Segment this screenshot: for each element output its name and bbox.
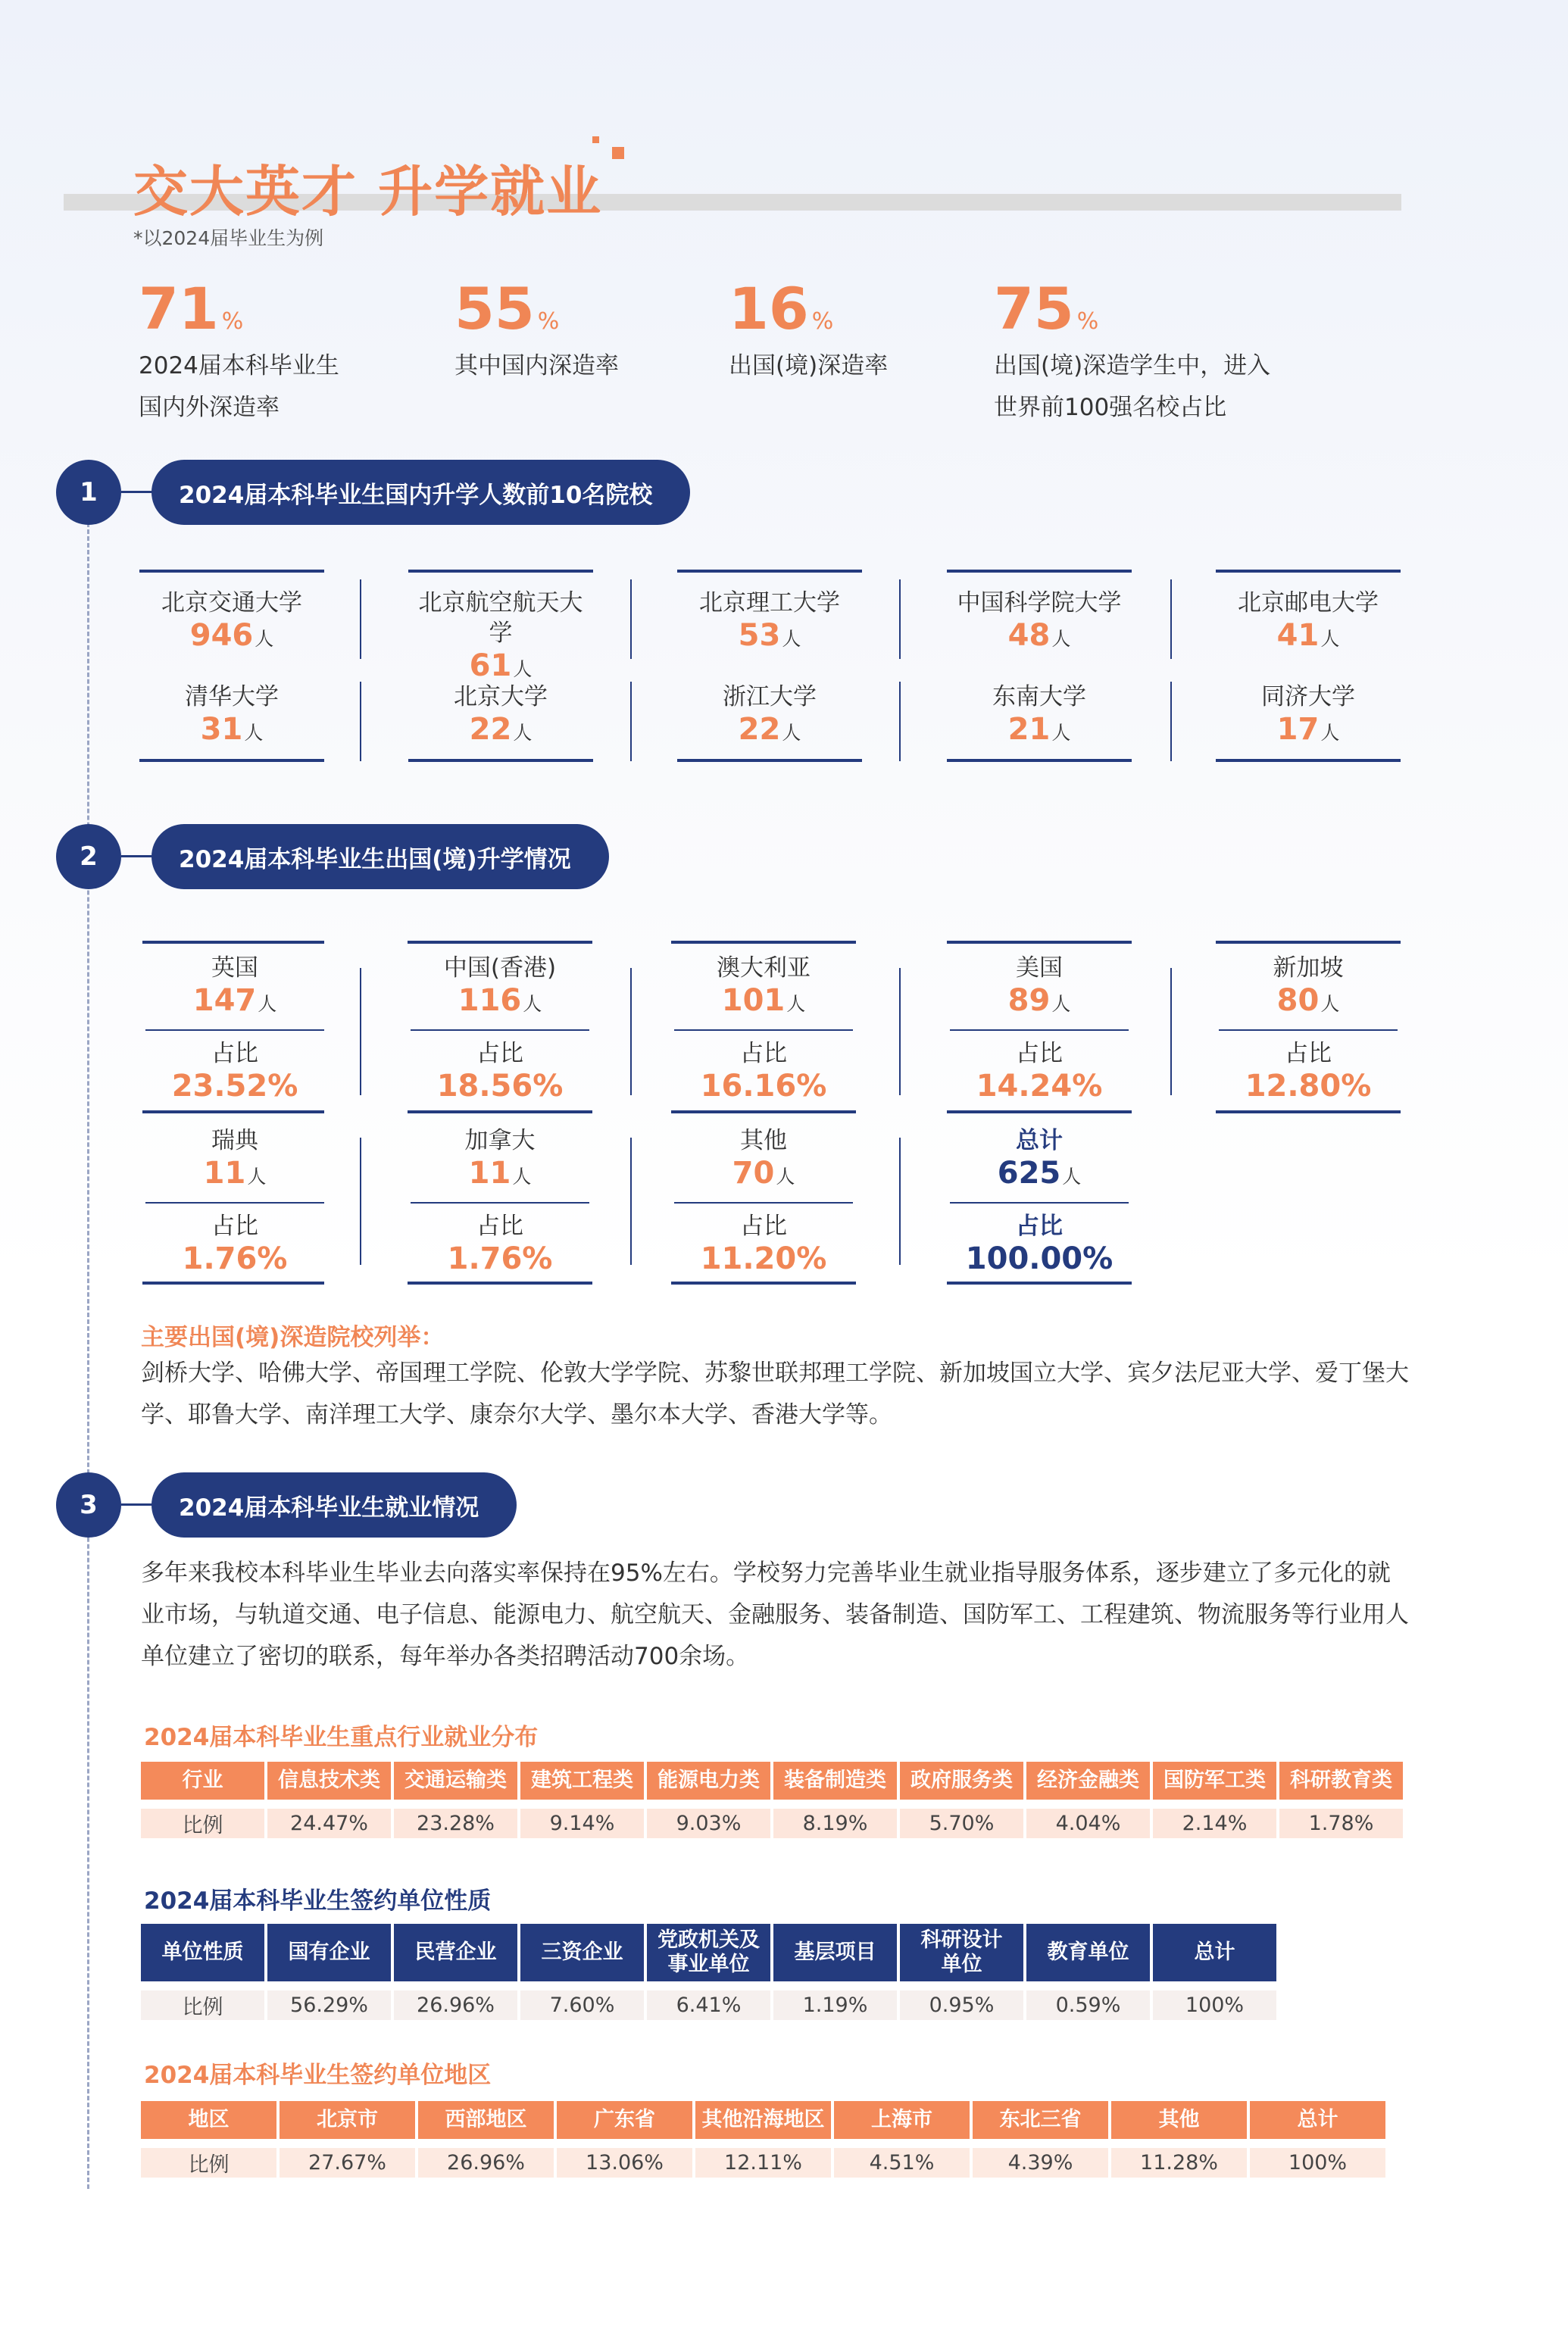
column-divider [360,1138,361,1265]
grid-bottom-line [947,1282,1132,1285]
country-count: 70 [732,1156,775,1191]
grid-top-line [947,941,1132,944]
column-divider [630,968,632,1095]
stat-unit: % [811,308,834,335]
value-cell: 比例 [141,2139,276,2178]
header-cell: 交通运输类 [394,1762,517,1800]
country-ratio: 12.80% [1245,1069,1372,1104]
country-ratio: 1.76% [182,1241,288,1276]
column-divider [899,682,901,761]
school-cell [408,570,593,687]
column-divider [899,579,901,659]
table-row [141,2139,1385,2178]
header-cell: 建筑工程类 [520,1762,644,1800]
value-cell: 11.28% [1111,2139,1247,2178]
header-cell: 广东省 [557,2101,692,2139]
column-divider [1170,579,1172,659]
stat-top100-rate [994,275,1271,429]
school-name: 北京大学 [454,683,548,710]
header-cell: 基层项目 [773,1924,897,1981]
country-name: 加拿大 [464,1127,536,1154]
table-header-row [141,1924,1276,1981]
country-cell [947,953,1132,1104]
header-cell: 信息技术类 [267,1762,391,1800]
ratio-label: 占比 [476,1213,523,1240]
region-table-title: 2024届本科毕业生签约单位地区 [144,2062,492,2089]
school-name: 清华大学 [185,683,279,710]
value-cell: 100% [1250,2139,1385,2178]
grid-bottom-line [671,1282,856,1285]
grid-top-line [142,941,324,944]
value-cell: 0.95% [900,1981,1023,2020]
country-name: 英国 [211,954,258,982]
country-cell [142,1126,327,1276]
grid-row-line [1216,1110,1401,1113]
industry-table-title: 2024届本科毕业生重点行业就业分布 [144,1724,539,1751]
section-connector [121,1503,155,1506]
header-cell: 经济金融类 [1026,1762,1150,1800]
school-name: 北京航空航天大学 [418,589,583,647]
header-cell: 行业 [141,1762,264,1800]
value-cell: 比例 [141,1981,264,2020]
value-cell: 27.67% [280,2139,415,2178]
unit-label: 人 [523,993,542,1015]
column-divider [360,579,361,659]
unit-label: 人 [786,993,806,1015]
section-title-pill: 2024届本科毕业生国内升学人数前10名院校 [151,460,690,525]
stat-unit: % [537,308,560,335]
value-cell: 26.96% [418,2139,554,2178]
grid-row-line [142,1110,324,1113]
total-ratio: 100.00% [965,1241,1114,1276]
total-label: 总计 [1016,1127,1063,1154]
country-name: 瑞典 [211,1127,258,1154]
header-cell: 其他 [1111,2101,1247,2139]
section-title-pill: 2024届本科毕业生出国(境)升学情况 [151,824,609,889]
section-number-badge: 2 [56,824,121,889]
value-cell: 0.59% [1026,1981,1150,2020]
value-cell: 1.78% [1279,1800,1403,1838]
value-cell: 9.03% [647,1800,770,1838]
country-count: 11 [468,1156,511,1191]
stat-unit: % [221,308,244,335]
unit-label: 人 [244,722,264,744]
school-cell [947,570,1132,657]
value-cell: 2.14% [1153,1800,1276,1838]
table-row [141,1800,1403,1838]
country-cell [1216,953,1401,1104]
unit-label: 人 [1320,993,1340,1015]
school-name: 中国科学院大学 [957,589,1122,617]
header-cell: 国有企业 [267,1924,391,1981]
unit-label: 人 [1051,993,1071,1015]
title-decoration-square [592,136,599,143]
country-cell [408,953,592,1104]
header-cell: 党政机关及 事业单位 [647,1924,770,1981]
grid-row-line [947,1110,1132,1113]
header-cell: 能源电力类 [647,1762,770,1800]
country-cell [142,953,327,1104]
stat-value: 55 [454,275,535,342]
cell-divider [950,1029,1129,1031]
unit-label: 人 [1062,1166,1082,1188]
value-cell: 4.39% [973,2139,1108,2178]
grid-top-line [408,941,592,944]
stat-value: 71 [139,275,219,342]
header-cell: 北京市 [280,2101,415,2139]
header-cell: 地区 [141,2101,276,2139]
school-count: 53 [738,618,781,653]
cell-divider [674,1202,853,1204]
header-cell: 装备制造类 [773,1762,897,1800]
country-count: 89 [1007,983,1051,1018]
stat-desc: 其中国内深造率 [454,352,619,379]
country-cell [408,1126,592,1276]
abroad-schools-heading: 主要出国(境)深造院校列举： [141,1324,445,1351]
cell-divider [145,1202,324,1204]
header-cell: 总计 [1153,1924,1276,1981]
unit-label: 人 [247,1166,267,1188]
ratio-label: 占比 [740,1213,787,1240]
school-count: 31 [200,712,243,747]
section-number-badge: 3 [56,1472,121,1538]
value-cell: 100% [1153,1981,1276,2020]
value-cell: 6.41% [647,1981,770,2020]
unit-label: 人 [782,722,801,744]
value-cell: 4.04% [1026,1800,1150,1838]
country-ratio: 23.52% [171,1069,298,1104]
school-count: 17 [1276,712,1320,747]
school-name: 东南大学 [992,683,1086,710]
school-count: 22 [469,712,512,747]
section-number-badge: 1 [56,460,121,525]
header-cell: 三资企业 [520,1924,644,1981]
country-name: 中国(香港) [443,954,557,982]
section-connector [121,855,155,857]
grid-bottom-line [408,1282,592,1285]
value-cell: 1.19% [773,1981,897,2020]
country-ratio: 11.20% [700,1241,827,1276]
school-name: 北京交通大学 [161,589,302,617]
unit-label: 人 [255,628,274,650]
school-count: 48 [1007,618,1051,653]
header-cell: 单位性质 [141,1924,264,1981]
table-header-row [141,1762,1403,1800]
unit-label: 人 [258,993,277,1015]
header-cell: 东北三省 [973,2101,1108,2139]
school-cell [947,674,1132,762]
stat-abroad-rate [729,275,889,387]
column-divider [899,1138,901,1265]
header-cell: 教育单位 [1026,1924,1150,1981]
table-header-row [141,2101,1385,2139]
unit-label: 人 [1051,628,1071,650]
unit-label: 人 [1320,628,1340,650]
section-title-pill: 2024届本科毕业生就业情况 [151,1472,517,1538]
column-divider [630,579,632,659]
country-ratio: 1.76% [447,1241,553,1276]
value-cell: 13.06% [557,2139,692,2178]
school-count: 22 [738,712,781,747]
value-cell: 7.60% [520,1981,644,2020]
ratio-label: 占比 [211,1213,258,1240]
total-cell [947,1126,1132,1276]
header-cell: 科研设计 单位 [900,1924,1023,1981]
value-cell: 56.29% [267,1981,391,2020]
school-name: 北京邮电大学 [1238,589,1379,617]
ratio-label: 占比 [1016,1040,1063,1067]
stat-value: 16 [729,275,809,342]
country-count: 101 [721,983,786,1018]
grid-top-line [1216,941,1401,944]
industry-table [138,1762,1406,1838]
grid-row-line [671,1110,856,1113]
school-name: 浙江大学 [723,683,817,710]
stat-desc: 出国(境)深造学生中，进入 世界前100强名校占比 [994,352,1271,421]
region-table [138,2101,1388,2178]
school-name: 同济大学 [1261,683,1355,710]
school-name: 北京理工大学 [699,589,840,617]
school-count: 41 [1276,618,1320,653]
country-ratio: 16.16% [700,1069,827,1104]
stat-domestic-rate [454,275,619,387]
column-divider [630,1138,632,1265]
column-divider [1170,682,1172,761]
column-divider [899,968,901,1095]
country-count: 11 [203,1156,246,1191]
school-cell [139,570,324,657]
ratio-label: 占比 [1016,1213,1063,1240]
header-cell: 民营企业 [394,1924,517,1981]
school-cell [677,674,862,762]
value-cell: 9.14% [520,1800,644,1838]
cell-divider [1219,1029,1398,1031]
nature-table [138,1924,1279,2020]
stat-value: 75 [994,275,1074,342]
value-cell: 8.19% [773,1800,897,1838]
country-cell [671,1126,856,1276]
header-cell: 科研教育类 [1279,1762,1403,1800]
sample-note: *以2024届毕业生为例 [133,227,324,249]
school-cell [677,570,862,657]
timeline-dashed-line [87,523,89,2189]
title-decoration-square [612,147,624,159]
column-divider [360,682,361,761]
page-title: 交大英才 升学就业 [133,160,603,223]
school-count: 21 [1007,712,1051,747]
school-count: 61 [469,648,512,683]
unit-label: 人 [776,1166,795,1188]
column-divider [630,682,632,761]
unit-label: 人 [513,722,533,744]
cell-divider [411,1029,589,1031]
grid-bottom-line [142,1282,324,1285]
country-cell [671,953,856,1104]
school-count: 946 [189,618,254,653]
country-ratio: 14.24% [976,1069,1103,1104]
header-cell: 总计 [1250,2101,1385,2139]
employment-paragraph: 多年来我校本科毕业生毕业去向落实率保持在95%左右。学校努力完善毕业生就业指导服务体系，逐步建立了多元化的就业市场，与轨道交通、电子信息、能源电力、航空航天、金融服务、装备制造、国防军工、工程建筑、物流服务等行业用人单位建立了密切的联系，每年举办各类招聘活动700余场。 [141,1560,1409,1670]
cell-divider [145,1029,324,1031]
stat-overall-rate [139,275,339,429]
cell-divider [411,1202,589,1204]
school-cell [1216,674,1401,762]
country-count: 80 [1276,983,1320,1018]
cell-divider [950,1202,1129,1204]
value-cell: 4.51% [834,2139,970,2178]
column-divider [1170,968,1172,1095]
ratio-label: 占比 [1285,1040,1332,1067]
abroad-schools-list: 剑桥大学、哈佛大学、帝国理工学院、伦敦大学学院、苏黎世联邦理工学院、新加坡国立大学、宾夕法尼亚大学、爱丁堡大学、耶鲁大学、南洋理工大学、康奈尔大学、墨尔本大学、香港大学等。 [141,1360,1409,1428]
value-cell: 比例 [141,1800,264,1838]
table-row [141,1981,1276,2020]
school-cell [139,674,324,762]
grid-top-line [671,941,856,944]
header-cell: 西部地区 [418,2101,554,2139]
nature-table-title: 2024届本科毕业生签约单位性质 [144,1887,492,1915]
stat-unit: % [1076,308,1099,335]
country-name: 澳大利亚 [717,954,811,982]
value-cell: 23.28% [394,1800,517,1838]
unit-label: 人 [512,1166,532,1188]
column-divider [360,968,361,1095]
ratio-label: 占比 [211,1040,258,1067]
country-ratio: 18.56% [436,1069,564,1104]
value-cell: 26.96% [394,1981,517,2020]
ratio-label: 占比 [740,1040,787,1067]
ratio-label: 占比 [476,1040,523,1067]
total-count: 625 [997,1156,1061,1191]
header-cell: 政府服务类 [900,1762,1023,1800]
stat-desc: 2024届本科毕业生 国内外深造率 [139,352,339,421]
country-count: 147 [192,983,257,1018]
cell-divider [674,1029,853,1031]
header-cell: 其他沿海地区 [695,2101,831,2139]
unit-label: 人 [782,628,801,650]
grid-row-line [408,1110,592,1113]
country-name: 其他 [740,1127,787,1154]
unit-label: 人 [513,658,533,680]
unit-label: 人 [1051,722,1071,744]
value-cell: 24.47% [267,1800,391,1838]
header-cell: 上海市 [834,2101,970,2139]
unit-label: 人 [1320,722,1340,744]
stat-desc: 出国(境)深造率 [729,352,889,379]
value-cell: 5.70% [900,1800,1023,1838]
school-cell [1216,570,1401,657]
country-name: 新加坡 [1273,954,1344,982]
country-name: 美国 [1016,954,1063,982]
country-count: 116 [458,983,522,1018]
section-connector [121,491,155,493]
school-cell [408,674,593,762]
header-cell: 国防军工类 [1153,1762,1276,1800]
value-cell: 12.11% [695,2139,831,2178]
